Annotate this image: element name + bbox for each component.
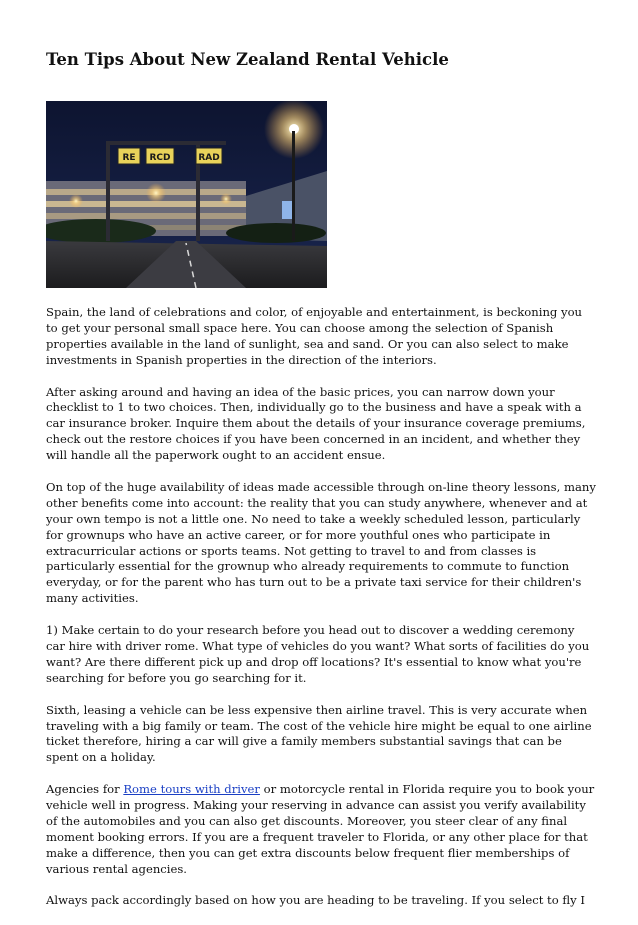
paragraph-4: 1) Make certain to do your research before you head out to discover a wedding ceremony car hire with driver rome. What type of vehicles do you want? What sorts of facilities do you want? Are there different pick up and drop off locations? It's essential to know what you're searching for before you go searching for it.: [46, 623, 590, 685]
paragraph-5: Sixth, leasing a vehicle can be less expensive then airline travel. This is very accurate when traveling with a big family or team. The cost of the vehicle hire might be equal to one airline ticket therefore, hiring a car will give a family members substantial savings that can be spent on a holiday.: [46, 702, 592, 765]
document-title: Ten Tips About New Zealand Rental Vehicle: [46, 50, 449, 69]
rome-tours-link[interactable]: Rome tours with driver: [123, 782, 260, 797]
agencies-text-after: or motorcycle rental in Florida require you to book your vehicle well in progress. Making your reserving in advance can assist you verify availability of the automobiles and you can also get discounts. Moreover, you steer clear of any final moment booking errors. If you are a frequent traveler to Florida, or any other place for that make a difference, then you can get extra discounts below frequent flier memberships of various rental agencies.: [46, 782, 595, 876]
paragraph-2: After asking around and having an idea of the basic prices, you can narrow down your checklist to 1 to two choices. Then, individually go to the business and have a speak with a car insurance broker. Inquire them about the details of your insurance coverage premiums, check out the restore choices if you have been concerned in an incident, and whether they will handle all the paperwork ought to an accident ensue.: [46, 384, 586, 463]
article-body: [46, 305, 596, 925]
paragraph-3: On top of the huge availability of ideas made accessible through on-line theory lessons, many other benefits come into account: the reality that you can study anywhere, whenever and at your own tempo is not a little one. No need to take a weekly scheduled lesson, particularly for grownups who have an active career, or for more youthful ones who participate in extracurricular actions or sports teams. Not getting to travel to and from classes is particularly essential for the grownup who already requirements to commute to function everyday, or for the parent who has turn out to be a private taxi service for their children's many activities.: [46, 479, 596, 606]
sign-text-3: RAD: [198, 153, 220, 163]
sign-text-1: RE: [122, 153, 136, 163]
paragraph-agencies: [46, 782, 596, 877]
paragraph-1: Spain, the land of celebrations and color, of enjoyable and entertainment, is beckoning you to get your personal small space here. You can choose among the selection of Spanish properties available in the land of sunlight, sea and sand. Or you can also select to make investments in Spanish properties in the direction of the interiors.: [46, 305, 583, 367]
agencies-text-before: Agencies for: [46, 782, 124, 797]
sign-text-2: RCD: [149, 153, 171, 163]
parking-photo: [46, 101, 327, 288]
paragraph-last: Always pack accordingly based on how you are heading to be traveling. If you select to fly I: [46, 893, 585, 908]
